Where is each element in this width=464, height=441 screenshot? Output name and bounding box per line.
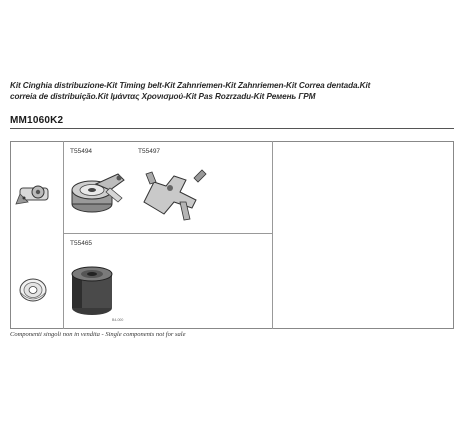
footer-note: Componenti singoli non in vendita - Single components not for sale — [10, 331, 186, 338]
idler-roller-icon — [66, 260, 126, 322]
roller-overview-icon — [16, 276, 50, 306]
kit-code: MM1060K2 — [10, 115, 64, 126]
part-code-t55465: T55465 — [70, 240, 93, 247]
row-divider — [63, 233, 273, 234]
divider — [10, 128, 454, 129]
tensioner-overview-icon — [14, 180, 54, 210]
tensioner-bracket-icon — [140, 162, 210, 222]
kit-description — [10, 80, 454, 102]
part-code-t55494: T55494 — [70, 148, 93, 155]
tensioner-pulley-icon — [62, 160, 134, 220]
column-divider-right — [272, 141, 273, 329]
kit-description-line-2: correia de distribuição.Kit Ιμάντας Χρονισμού-Kit Pas Rozrzadu-Kit Ремень ГРМ — [10, 92, 316, 101]
image-reference: B4-000 — [112, 318, 124, 322]
kit-description-line-1: Kit Cinghia distribuzione-Kit Timing belt-Kit Zahnriemen-Kit Zahnriemen-Kit Correa dentada.Kit — [10, 81, 371, 90]
part-code-t55497: T55497 — [138, 148, 161, 155]
